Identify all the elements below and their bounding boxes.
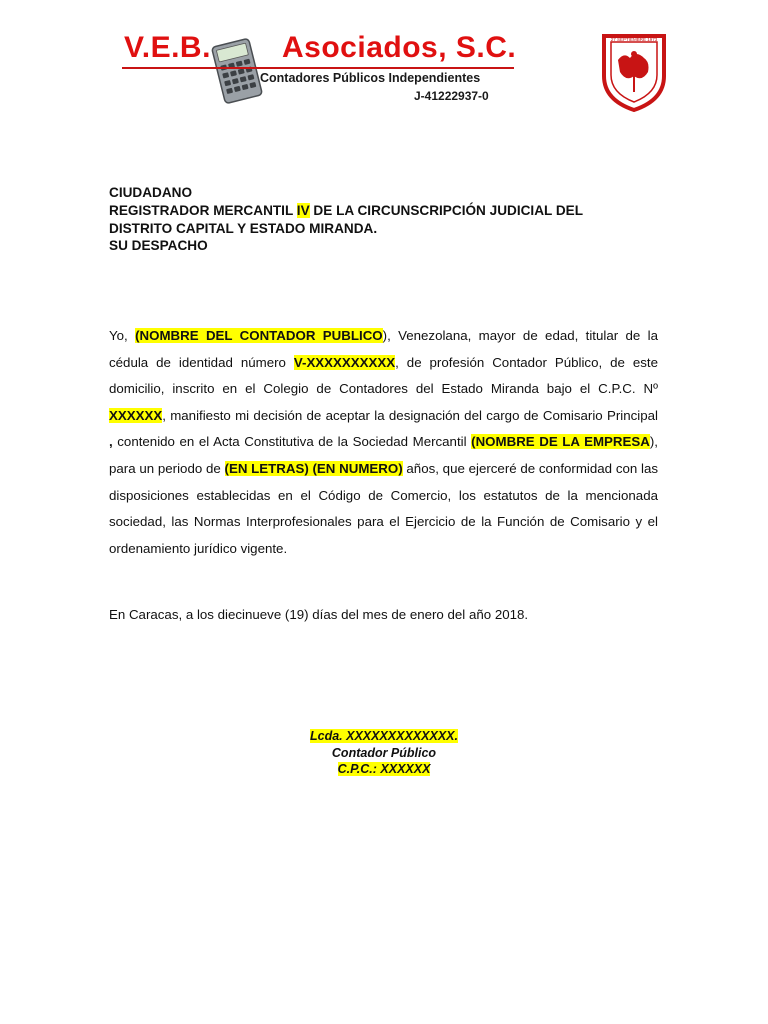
addressee-line2-text: REGISTRADOR MERCANTIL	[109, 202, 297, 218]
registry-number-highlight: IV	[296, 202, 310, 218]
firm-name-part2: Asociados, S.C.	[282, 31, 517, 64]
addressee-line2-rest: DE LA CIRCUNSCRIPCIÓN JUDICIAL DEL DISTRITO CAPITAL Y ESTADO MIRANDA.	[109, 202, 583, 236]
body-text: )	[382, 328, 388, 343]
body-text: , Venezolana, mayor de edad, titular de la cédula de identidad número	[109, 328, 658, 370]
addressee-line3: SU DESPACHO	[109, 238, 208, 254]
seal-text: 27 SEPTIEMBRE 1973	[610, 37, 658, 42]
body-paragraph	[109, 323, 658, 562]
empresa-placeholder: (NOMBRE DE LA EMPRESA	[471, 434, 650, 450]
body-text: contenido en el Acta Constitutiva de la Sociedad Mercantil	[112, 434, 472, 450]
body-text: años, que ejerceré de conformidad con las disposiciones establecidas en el Código de Comercio, los estatutos de la mencionada sociedad, las Normas Interprofesionales para el Ejercicio de la Función de Comisario y el ordenamiento jurídico vigente.	[109, 460, 658, 556]
signatory-cpc: C.P.C.: XXXXXX	[337, 762, 431, 776]
cedula-placeholder: V-XXXXXXXXXX	[293, 354, 396, 370]
addressee-block	[109, 184, 649, 255]
body-text: , de profesión Contador Público, de este domicilio, inscrito en el Colegio de Contadores del Estado Miranda bajo el C.P.C. Nº	[109, 354, 659, 397]
cpc-placeholder: XXXXXX	[109, 407, 163, 423]
letterhead-rule	[122, 67, 514, 69]
body-text-bold: ,	[109, 434, 113, 450]
addressee-line2	[109, 202, 649, 238]
body-text: , para un periodo de	[109, 434, 658, 476]
signature-block	[184, 728, 584, 778]
date-line: En Caracas, a los diecinueve (19) días del mes de enero del año 2018.	[109, 607, 529, 622]
body-text: )	[649, 434, 655, 450]
contador-name-placeholder: (NOMBRE DEL CONTADOR PUBLICO	[135, 328, 383, 343]
firm-subtitle: Contadores Públicos Independientes	[260, 71, 481, 85]
signatory-name: Lcda. XXXXXXXXXXXXX.	[310, 729, 458, 743]
seal-emblem-icon	[600, 30, 668, 112]
calculator-icon	[206, 38, 268, 104]
body-text: , manifiesto mi decisión de aceptar la designación del cargo de Comisario Principal	[162, 407, 658, 423]
signatory-title: Contador Público	[331, 745, 437, 760]
firm-name-part1: V.E.B.	[124, 31, 211, 64]
periodo-placeholder: (EN LETRAS) (EN NUMERO)	[224, 460, 403, 476]
addressee-line1: CIUDADANO	[109, 185, 193, 200]
body-text: Yo,	[109, 328, 136, 343]
firm-name	[124, 31, 517, 65]
firm-rif: J-41222937-0	[414, 89, 489, 103]
